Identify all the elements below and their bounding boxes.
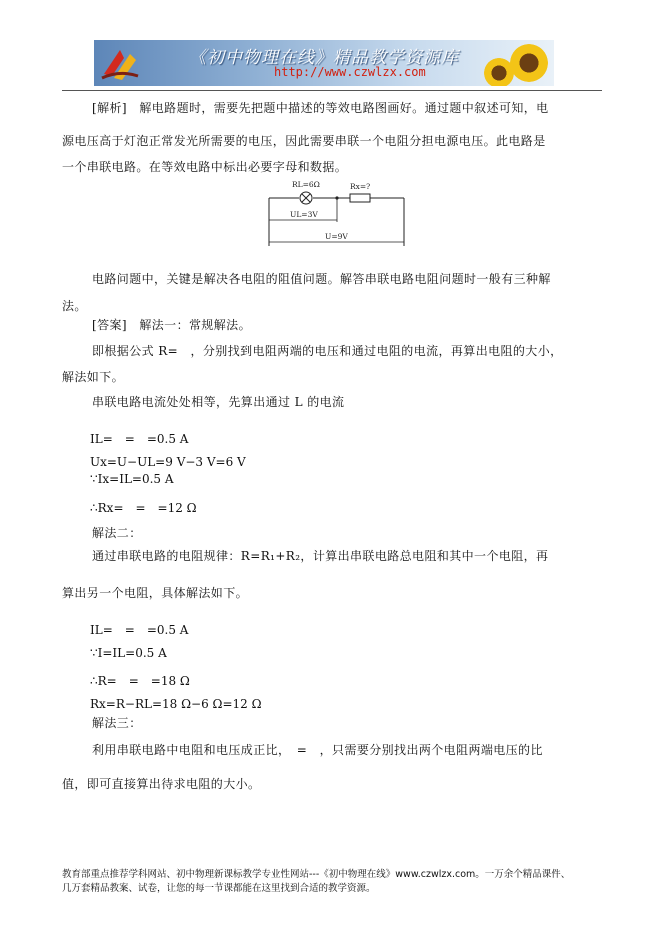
sunflower-icon <box>510 44 548 82</box>
method2-title: 解法二： <box>92 526 142 540</box>
lamp-resistance-label: RL=6Ω <box>292 180 320 189</box>
equation-m2-il: IL= = =0.5 A <box>90 623 189 637</box>
banner-title: 《初中物理在线》精品教学资源库 <box>189 48 459 68</box>
analysis-line-3: 一个串联电路。在等效电路中标出必要字母和数据。 <box>62 160 348 174</box>
method2-line-1: 通过串联电路的电阻规律：R=R₁+R₂，计算出串联电路总电阻和其中一个电阻，再 <box>92 549 549 563</box>
unknown-resistance-label: Rx=? <box>350 182 371 191</box>
resistor-icon <box>350 194 370 202</box>
equation-m1-ix: ∵Ix=IL=0.5 A <box>90 472 174 486</box>
analysis-line-2: 源电压高于灯泡正常发光所需要的电压，因此需要串联一个电阻分担电源电压。此电路是 <box>62 134 546 148</box>
method3-title: 解法三： <box>92 716 142 730</box>
key-line-1: 电路问题中，关键是解决各电阻的阻值问题。解答串联电路电阻问题时一般有三种解 <box>92 272 551 286</box>
equation-m1-rx: ∴Rx= = =12 Ω <box>90 501 197 515</box>
equation-m2-i: ∵I=IL=0.5 A <box>90 646 167 660</box>
key-line-2: 法。 <box>62 299 87 313</box>
answer-line: [答案] 解法一：常规解法。 <box>92 318 251 332</box>
equation-m1-ux: Ux=U−UL=9 V−3 V=6 V <box>90 455 246 469</box>
banner-url[interactable]: http://www.czwlzx.com <box>274 65 426 79</box>
source-voltage-label: U=9V <box>325 232 348 241</box>
footer-line-1: 教育部重点推荐学科网站、初中物理新课标教学专业性网站---《初中物理在线》www.czwlzx.com。一万余个精品课件、 <box>62 869 571 880</box>
equation-m2-rx: Rx=R−RL=18 Ω−6 Ω=12 Ω <box>90 697 262 711</box>
method2-line-2: 算出另一个电阻，具体解法如下。 <box>62 586 249 600</box>
method3-line-2: 值，即可直接算出待求电阻的大小。 <box>62 777 261 791</box>
header-rule <box>62 90 602 91</box>
formula-line-2: 解法如下。 <box>62 370 125 384</box>
formula-line-1: 即根据公式 R= ，分别找到电阻两端的电压和通过电阻的电流，再算出电阻的大小， <box>92 344 563 358</box>
analysis-line-1: [解析] 解电路题时，需要先把题中描述的等效电路图画好。通过题中叙述可知，电 <box>92 101 549 115</box>
circuit-diagram <box>262 178 410 254</box>
equation-m2-r: ∴R= = =18 Ω <box>90 674 190 688</box>
series-current-line: 串联电路电流处处相等，先算出通过 L 的电流 <box>92 395 345 409</box>
method3-line-1: 利用串联电路中电阻和电压成正比， = ，只需要分别找出两个电阻两端电压的比 <box>92 743 543 757</box>
footer-line-2: 几万套精品教案、试卷，让您的每一节课都能在这里找到合适的教学资源。 <box>62 883 376 894</box>
equation-m1-il: IL= = =0.5 A <box>90 432 189 446</box>
site-logo-icon <box>100 44 140 82</box>
lamp-voltage-label: UL=3V <box>290 210 318 219</box>
header-banner <box>94 40 554 86</box>
